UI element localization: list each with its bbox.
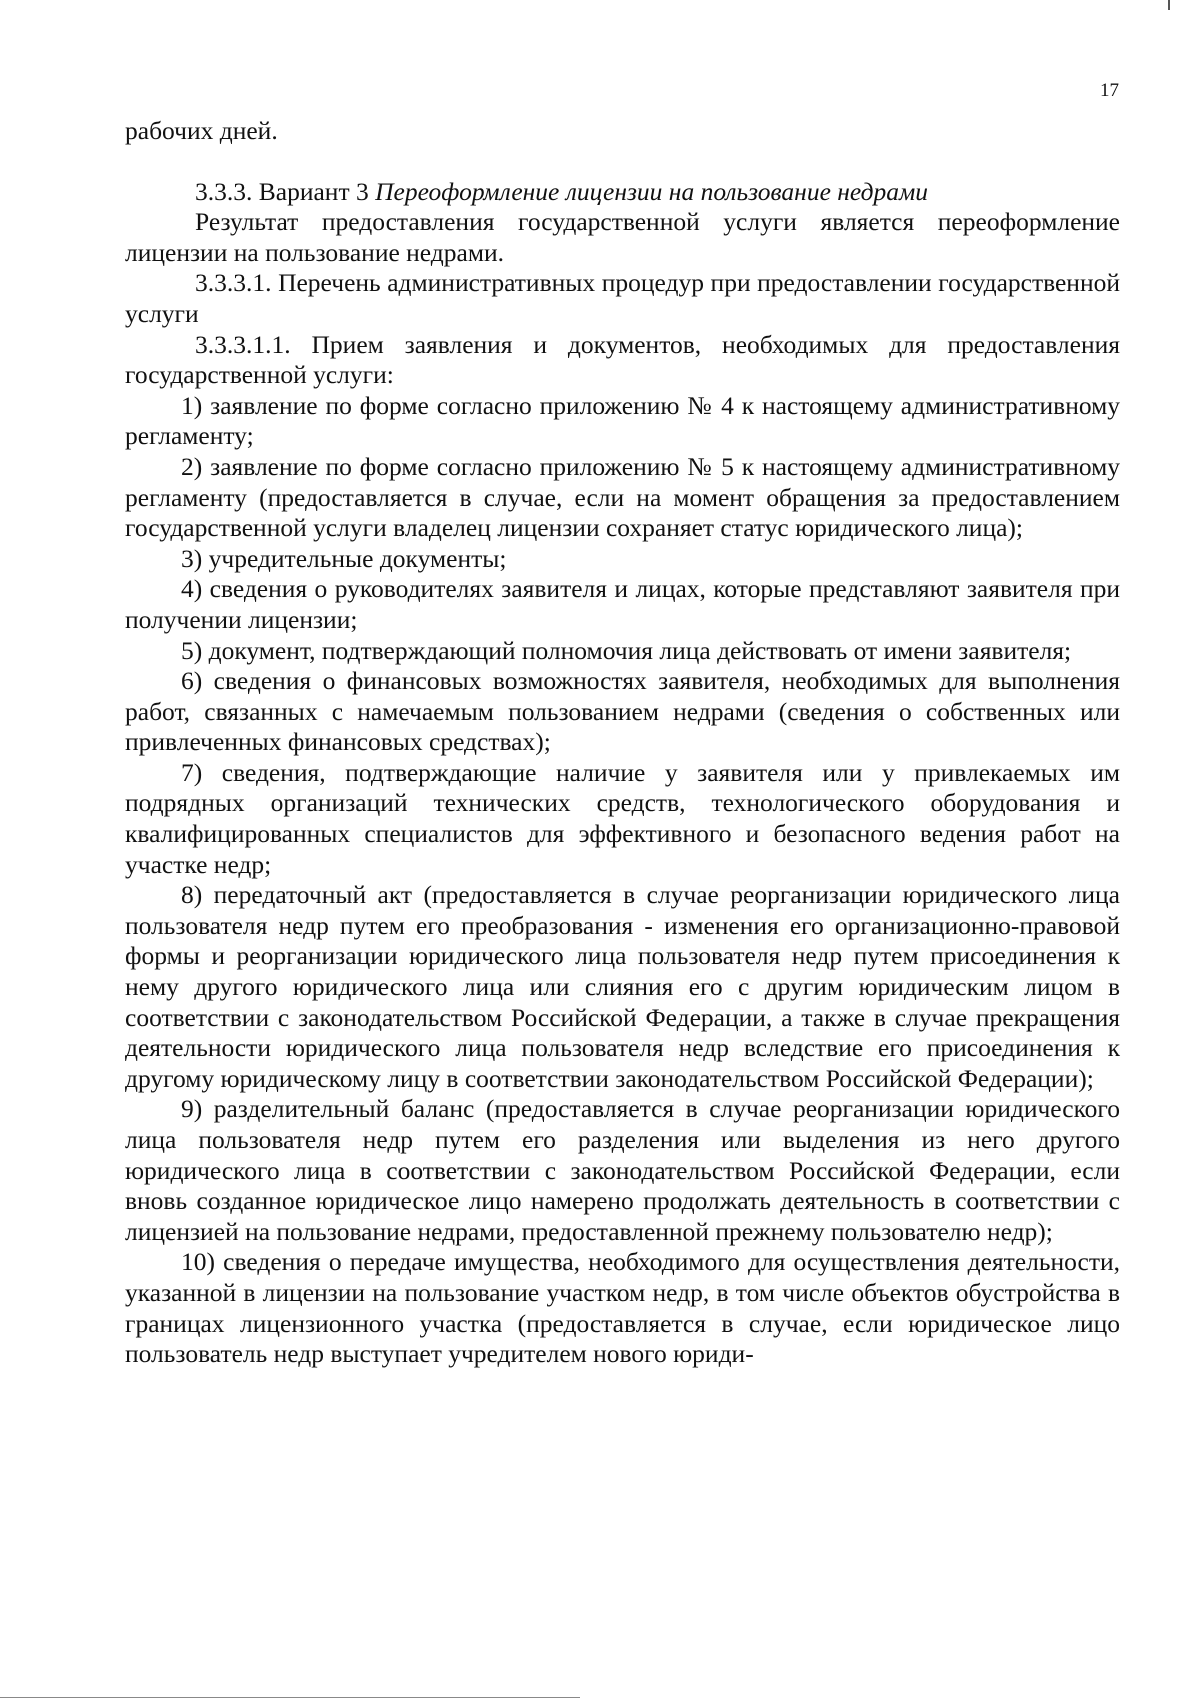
list-item-5: 5) документ, подтверждающий полномочия лица действовать от имени заявителя;	[181, 635, 1072, 665]
list-item-2: 2) заявление по форме согласно приложению № 5 к настоящему административному регламенту (предоставляется в случае, если на момент обращения за предоставлением государственной услуги владелец лицензии сохраняет статус юридического лица);	[125, 451, 1120, 543]
list-item-8: 8) передаточный акт (предоставляется в случае реорганизации юридического лица пользователя недр путем его преобразования - изменения его организационно-правовой формы и реорганизации юридического лица пользователя недр путем присоединения к нему другого юридического лица или слияния его с другим юридическим лицом в соответствии с законодательством Российской Федерации, а также в случае прекращения деятельности юридического лица пользователя недр вследствие его присоединения к другому юридическому лицу в соответствии законодательством Российской Федерации);	[125, 880, 1120, 1093]
scan-corner-mark	[1168, 0, 1170, 10]
list-item-4: 4) сведения о руководителях заявителя и лицах, которые представляют заявителя при получении лицензии;	[125, 574, 1120, 634]
list-item-6: 6) сведения о финансовых возможностях заявителя, необходимых для выполнения работ, связанных с намечаемым пользованием недрами (сведения о собственных или привлеченных финансовых средствах);	[125, 666, 1120, 757]
document-body	[125, 116, 1120, 1370]
paragraph-3-3-3-1: 3.3.3.1. Перечень административных процедур при предоставлении государственной услуги	[125, 268, 1120, 328]
list-item-3: 3) учредительные документы;	[181, 543, 507, 573]
scan-bottom-edge	[0, 1697, 580, 1698]
section-heading-3-3-3	[125, 177, 1120, 208]
list-item-7: 7) сведения, подтверждающие наличие у заявителя или у привлекаемых им подрядных организаций технических средств, технологического оборудования и квалифицированных специалистов для эффективного и безопасного ведения работ на участке недр;	[125, 757, 1120, 879]
paragraph-3-3-3-1-1: 3.3.3.1.1. Прием заявления и документов, необходимых для предоставления государственной услуги:	[125, 329, 1120, 390]
list-item-9: 9) разделительный баланс (предоставляется в случае реорганизации юридического лица пользователя недр путем его разделения или выделения из него другого юридического лица в соответствии с законодательством Российской Федерации, если вновь созданное юридическое лицо намерено продолжать деятельность в соответствии с лицензией на пользование недрами, предоставленной прежнему пользователю недр);	[125, 1094, 1120, 1246]
section-heading-title: Переоформление лицензии на пользование недрами	[375, 176, 929, 206]
list-item-1: 1) заявление по форме согласно приложению № 4 к настоящему административному регламенту;	[125, 390, 1120, 451]
paragraph-continuation: рабочих дней.	[125, 116, 278, 145]
paragraph-result: Результат предоставления государственной услуги является переоформление лицензии на пользование недрами.	[125, 207, 1120, 267]
list-item-10: 10) сведения о передаче имущества, необходимого для осуществления деятельности, указанной в лицензии на пользование участком недр, в том числе объектов обустройства в границах лицензионного участка (предоставляется в случае, если юридическое лицо пользователь недр выступает учредителем нового юриди-	[125, 1247, 1120, 1369]
page-number: 17	[1100, 80, 1119, 101]
section-heading-prefix: 3.3.3. Вариант 3	[195, 176, 376, 206]
